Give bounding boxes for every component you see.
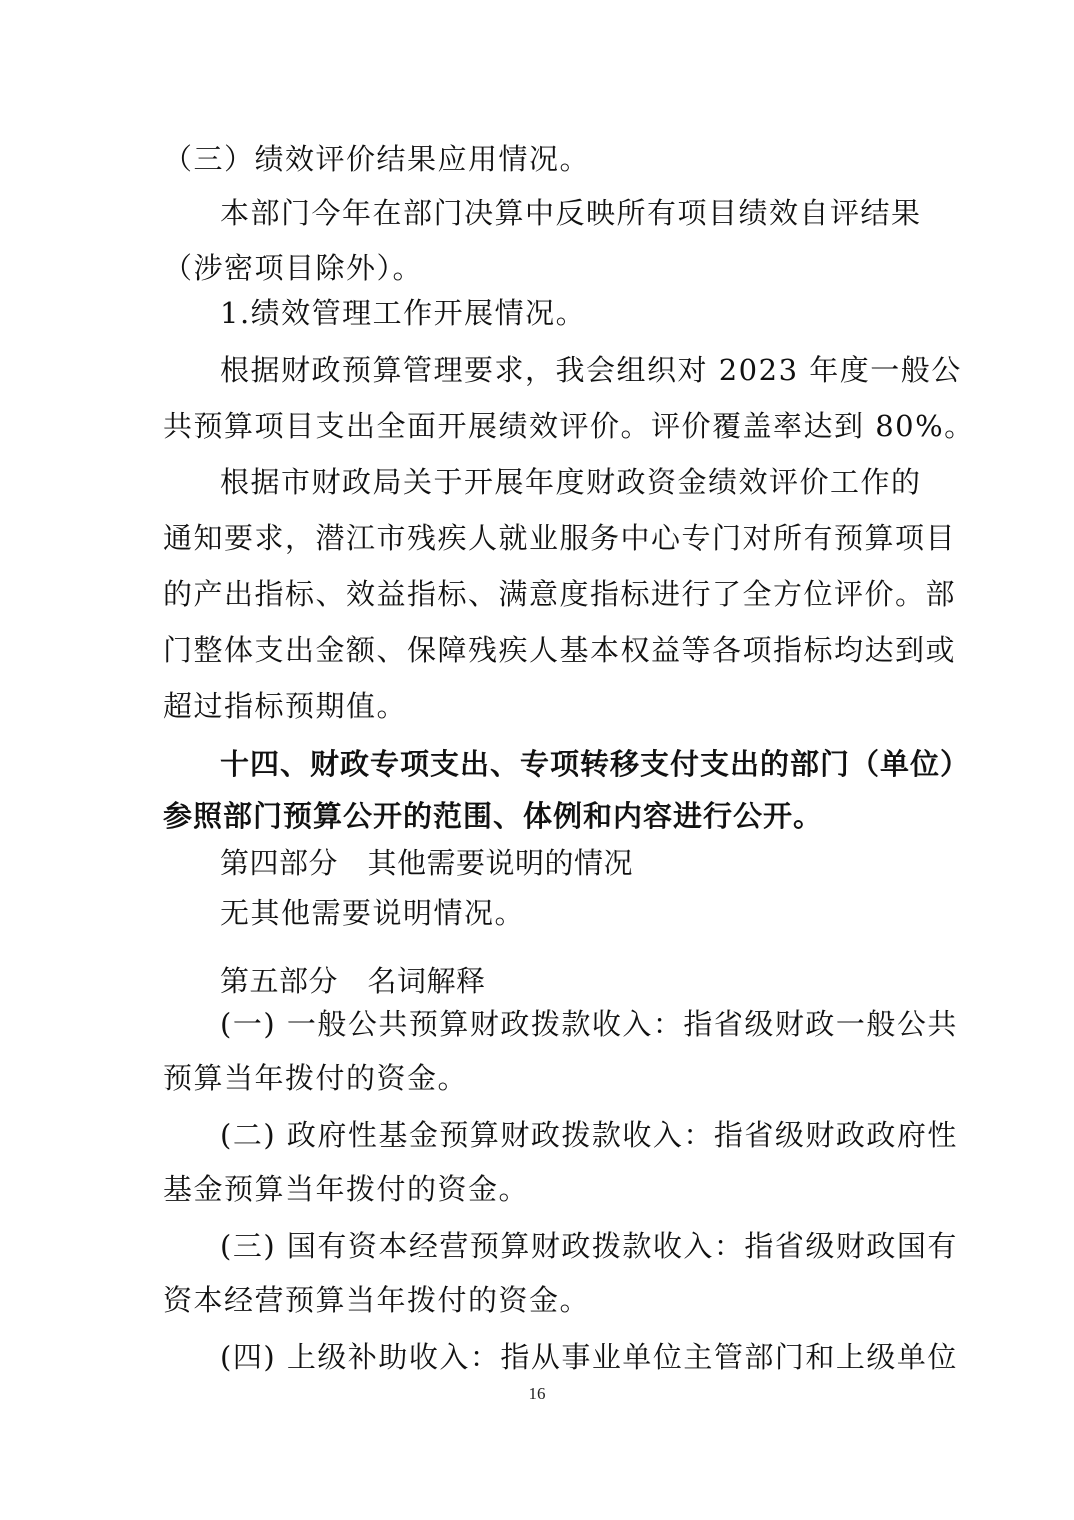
subsection-heading: 1.绩效管理工作开展情况。 bbox=[220, 296, 587, 330]
page-number: 16 bbox=[528, 1384, 546, 1403]
paragraph-line: 根据财政预算管理要求，我会组织对 2023 年度一般公 bbox=[220, 353, 962, 387]
paragraph-line: （涉密项目除外）。 bbox=[163, 251, 424, 285]
paragraph-line: 门整体支出金额、保障残疾人基本权益等各项指标均达到或 bbox=[163, 633, 957, 667]
part-heading: 第四部分 其他需要说明的情况 bbox=[220, 846, 634, 880]
bold-section-heading: 参照部门预算公开的范围、体例和内容进行公开。 bbox=[163, 799, 824, 833]
paragraph-line: 本部门今年在部门决算中反映所有项目绩效自评结果 bbox=[220, 196, 922, 230]
definition-line: (三) 国有资本经营预算财政拨款收入：指省级财政国有 bbox=[220, 1229, 958, 1263]
definition-line: 资本经营预算当年拨付的资金。 bbox=[163, 1283, 591, 1317]
paragraph-line: 的产出指标、效益指标、满意度指标进行了全方位评价。部 bbox=[163, 577, 957, 611]
paragraph-line: 超过指标预期值。 bbox=[163, 689, 408, 723]
definition-line: 预算当年拨付的资金。 bbox=[163, 1061, 469, 1095]
definition-line: (四) 上级补助收入：指从事业单位主管部门和上级单位 bbox=[220, 1340, 958, 1374]
paragraph-line: 通知要求，潜江市残疾人就业服务中心专门对所有预算项目 bbox=[163, 521, 957, 555]
paragraph-line: 根据市财政局关于开展年度财政资金绩效评价工作的 bbox=[220, 465, 922, 499]
part-heading: 第五部分 名词解释 bbox=[220, 964, 486, 998]
paragraph-line: 无其他需要说明情况。 bbox=[220, 896, 526, 930]
definition-line: 基金预算当年拨付的资金。 bbox=[163, 1172, 530, 1206]
definition-line: (二) 政府性基金预算财政拨款收入：指省级财政政府性 bbox=[220, 1118, 958, 1152]
paragraph-line: 共预算项目支出全面开展绩效评价。评价覆盖率达到 80%。 bbox=[163, 409, 975, 443]
bold-section-heading: 十四、财政专项支出、专项转移支付支出的部门（单位） bbox=[220, 747, 971, 781]
definition-line: (一) 一般公共预算财政拨款收入：指省级财政一般公共 bbox=[220, 1007, 958, 1041]
section-subheading: （三）绩效评价结果应用情况。 bbox=[163, 142, 591, 176]
